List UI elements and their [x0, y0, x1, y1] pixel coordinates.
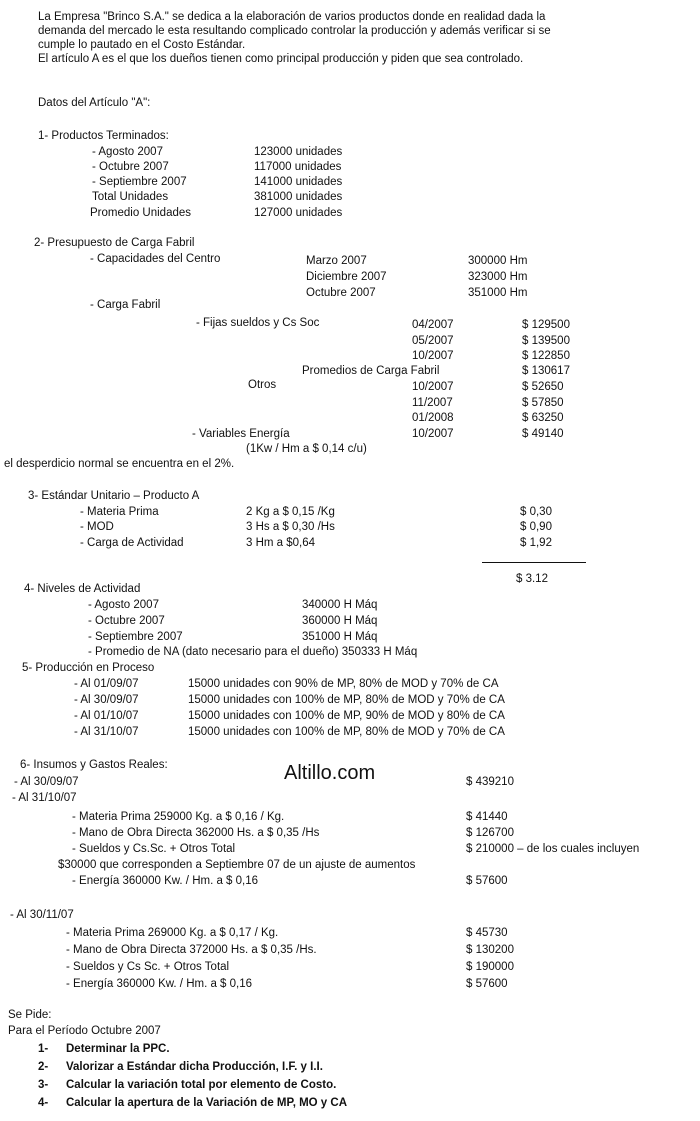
- s3-row: [0, 505, 700, 519]
- s3-row-value: $ 0,30: [520, 506, 552, 518]
- fijas-date: 10/2007: [412, 350, 454, 362]
- se-pide-text: Valorizar a Estándar dicha Producción, I.F. y I.I.: [66, 1061, 323, 1073]
- s1-row: [0, 145, 700, 159]
- otros-date: 01/2008: [412, 412, 454, 424]
- s1-row-value: 141000 unidades: [254, 176, 343, 188]
- s4-row: [0, 598, 700, 612]
- s6-al3-row-value: $ 190000: [466, 961, 514, 973]
- s4-row: [0, 630, 700, 644]
- variables-row: [0, 427, 700, 441]
- s6-al3-row-value: $ 57600: [466, 978, 508, 990]
- s5-row-text: 15000 unidades con 100% de MP, 80% de MOD y 70% de CA: [188, 694, 505, 706]
- s4-row-value: 340000 H Máq: [302, 599, 378, 611]
- cap-period: Octubre 2007: [306, 287, 376, 299]
- s6-al2-energia-label: - Energía 360000 Kw. / Hm. a $ 0,16: [72, 875, 259, 887]
- cap-row: [0, 254, 700, 268]
- s6-al2-row-label: - Sueldos y Cs.Sc. + Otros Total: [72, 843, 236, 855]
- promedios-value: $ 130617: [522, 365, 570, 377]
- se-pide-text: Determinar la PPC.: [66, 1043, 170, 1055]
- s6-al2-row-value: $ 210000 – de los cuales incluyen: [466, 843, 640, 855]
- s4-promedio: - Promedio de NA (dato necesario para el dueño) 350333 H Máq: [88, 646, 418, 658]
- s3-total: $ 3.12: [516, 573, 548, 585]
- carga-fabril-label: - Carga Fabril: [90, 299, 161, 311]
- capacidades-label: - Capacidades del Centro: [90, 253, 221, 265]
- otros-label: Otros: [248, 379, 277, 391]
- s1-row-label: Promedio Unidades: [90, 207, 192, 219]
- s1-row-value: 117000 unidades: [254, 161, 342, 173]
- s6-al3-row-value: $ 130200: [466, 944, 514, 956]
- s6-al2-row-label: - Materia Prima 259000 Kg. a $ 0,16 / Kg.: [72, 811, 285, 823]
- s3-row-label: - Materia Prima: [80, 506, 159, 518]
- cap-value: 351000 Hm: [468, 287, 528, 299]
- s5-row: [0, 725, 700, 739]
- se-pide-item: [0, 1096, 700, 1110]
- promedios-label: Promedios de Carga Fabril: [302, 365, 440, 377]
- s6-al2-row: [0, 842, 700, 856]
- otros-value: $ 52650: [522, 381, 564, 393]
- s1-row: [0, 206, 700, 220]
- section-1-title: 1- Productos Terminados:: [38, 130, 169, 142]
- s3-row-value: $ 1,92: [520, 537, 552, 549]
- s4-row-value: 360000 H Máq: [302, 615, 378, 627]
- cap-value: 323000 Hm: [468, 271, 528, 283]
- section-6-title: 6- Insumos y Gastos Reales:: [20, 759, 168, 771]
- otros-value: $ 57850: [522, 397, 564, 409]
- section-2-title: 2- Presupuesto de Carga Fabril: [34, 237, 195, 249]
- fijas-label: - Fijas sueldos y Cs Soc: [196, 317, 320, 329]
- s4-row-label: - Septiembre 2007: [88, 631, 183, 643]
- se-pide-item: [0, 1060, 700, 1074]
- s6-al2-row: [0, 826, 700, 840]
- s6-al1-value: $ 439210: [466, 776, 514, 788]
- section-3-title: 3- Estándar Unitario – Producto A: [28, 490, 200, 502]
- fijas-value: $ 139500: [522, 335, 570, 347]
- s1-row-value: 381000 unidades: [254, 191, 343, 203]
- s3-row-label: - MOD: [80, 521, 114, 533]
- s6-al2-row-value: $ 126700: [466, 827, 514, 839]
- fijas-row: [0, 318, 700, 332]
- s6-al2-row-value: $ 41440: [466, 811, 508, 823]
- s1-row-label: - Agosto 2007: [92, 146, 163, 158]
- s3-row-label: - Carga de Actividad: [80, 537, 184, 549]
- fijas-date: 04/2007: [412, 319, 454, 331]
- s6-al1-row: [0, 775, 700, 789]
- s6-al3-row-label: - Materia Prima 269000 Kg. a $ 0,17 / Kg.: [66, 927, 279, 939]
- fijas-row: [0, 334, 700, 348]
- se-pide-item: [0, 1042, 700, 1056]
- intro-line-1: La Empresa "Brinco S.A." se dedica a la elaboración de varios productos donde en realidad dada la: [38, 11, 546, 23]
- cap-row: [0, 270, 700, 284]
- s6-al2-energia-row: [0, 874, 700, 888]
- fijas-value: $ 122850: [522, 350, 570, 362]
- s5-row-text: 15000 unidades con 100% de MP, 80% de MOD y 70% de CA: [188, 726, 505, 738]
- s6-al2-label: - Al 31/10/07: [12, 792, 77, 804]
- se-pide-item: [0, 1078, 700, 1092]
- watermark-text: Altillo.com: [284, 762, 376, 784]
- s1-row: [0, 175, 700, 189]
- s1-row-label: - Septiembre 2007: [92, 176, 187, 188]
- s1-row: [0, 160, 700, 174]
- otros-date: 10/2007: [412, 381, 454, 393]
- intro-line-3: cumple lo pautado en el Costo Estándar.: [38, 39, 246, 51]
- s6-al3-row-value: $ 45730: [466, 927, 508, 939]
- s5-row: [0, 677, 700, 691]
- s6-al3-row: [0, 960, 700, 974]
- sum-line: [482, 562, 586, 563]
- s5-row-date: - Al 31/10/07: [74, 726, 139, 738]
- desperdicio-note: el desperdicio normal se encuentra en el 2%.: [4, 458, 235, 470]
- section-5-title: 5- Producción en Proceso: [22, 662, 155, 674]
- s1-row: [0, 190, 700, 204]
- s5-row-date: - Al 30/09/07: [74, 694, 139, 706]
- s5-row: [0, 693, 700, 707]
- se-pide-title: Se Pide:: [8, 1009, 52, 1021]
- s1-row-value: 123000 unidades: [254, 146, 343, 158]
- fijas-date: 05/2007: [412, 335, 454, 347]
- s3-row-detail: 3 Hm a $0,64: [246, 537, 316, 549]
- s6-al3-row-label: - Mano de Obra Directa 372000 Hs. a $ 0,35 /Hs.: [66, 944, 317, 956]
- s5-row-date: - Al 01/10/07: [74, 710, 139, 722]
- s5-row-text: 15000 unidades con 90% de MP, 80% de MOD y 70% de CA: [188, 678, 499, 690]
- se-pide-text: Calcular la variación total por elemento de Costo.: [66, 1079, 337, 1091]
- s6-al3-row: [0, 977, 700, 991]
- s6-al3-row: [0, 926, 700, 940]
- s6-al3-row-label: - Energía 360000 Kw. / Hm. a $ 0,16: [66, 978, 253, 990]
- datos-title: Datos del Artículo "A":: [38, 97, 151, 109]
- cap-value: 300000 Hm: [468, 255, 528, 267]
- variables-date: 10/2007: [412, 428, 454, 440]
- s6-al3-row: [0, 943, 700, 957]
- s6-al2-row-label: - Mano de Obra Directa 362000 Hs. a $ 0,35 /Hs: [72, 827, 320, 839]
- s3-row-detail: 2 Kg a $ 0,15 /Kg: [246, 506, 335, 518]
- se-pide-num: 3-: [38, 1079, 49, 1091]
- se-pide-num: 4-: [38, 1097, 49, 1109]
- s5-row-text: 15000 unidades con 100% de MP, 90% de MOD y 80% de CA: [188, 710, 505, 722]
- intro-line-4: El artículo A es el que los dueños tienen como principal producción y piden que sea controlado.: [38, 53, 524, 65]
- otros-row: [0, 380, 700, 394]
- s6-al3-row-label: - Sueldos y Cs Sc. + Otros Total: [66, 961, 230, 973]
- s6-al1-label: - Al 30/09/07: [14, 776, 79, 788]
- s1-row-label: Total Unidades: [92, 191, 169, 203]
- s6-al3-label: - Al 30/11/07: [10, 909, 74, 921]
- otros-value: $ 63250: [522, 412, 564, 424]
- otros-row: [0, 411, 700, 425]
- cap-period: Marzo 2007: [306, 255, 367, 267]
- s6-al2-energia-value: $ 57600: [466, 875, 508, 887]
- fijas-value: $ 129500: [522, 319, 570, 331]
- otros-date: 11/2007: [412, 397, 453, 409]
- s4-row: [0, 614, 700, 628]
- s6-al2-row: [0, 810, 700, 824]
- s1-row-label: - Octubre 2007: [92, 161, 169, 173]
- s5-row: [0, 709, 700, 723]
- s3-row-value: $ 0,90: [520, 521, 552, 533]
- intro-line-2: demanda del mercado le esta resultando complicado controlar la producción y además verificar si se: [38, 25, 551, 37]
- s3-row: [0, 520, 700, 534]
- section-4-title: 4- Niveles de Actividad: [24, 583, 141, 595]
- s4-row-label: - Octubre 2007: [88, 615, 165, 627]
- s6-ajuste-note: $30000 que corresponden a Septiembre 07 de un ajuste de aumentos: [58, 859, 416, 871]
- se-pide-text: Calcular la apertura de la Variación de MP, MO y CA: [66, 1097, 348, 1109]
- s4-row-label: - Agosto 2007: [88, 599, 159, 611]
- variables-value: $ 49140: [522, 428, 564, 440]
- s4-row-value: 351000 H Máq: [302, 631, 378, 643]
- variables-label: - Variables Energía: [192, 428, 290, 440]
- s3-row: [0, 536, 700, 550]
- kw-note: (1Kw / Hm a $ 0,14 c/u): [246, 443, 367, 455]
- promedios-row: [0, 364, 700, 378]
- se-pide-num: 1-: [38, 1043, 49, 1055]
- fijas-row: [0, 349, 700, 363]
- s3-row-detail: 3 Hs a $ 0,30 /Hs: [246, 521, 335, 533]
- otros-row: [0, 396, 700, 410]
- s5-row-date: - Al 01/09/07: [74, 678, 139, 690]
- cap-period: Diciembre 2007: [306, 271, 387, 283]
- se-pide-periodo: Para el Período Octubre 2007: [8, 1025, 161, 1037]
- s1-row-value: 127000 unidades: [254, 207, 343, 219]
- se-pide-num: 2-: [38, 1061, 49, 1073]
